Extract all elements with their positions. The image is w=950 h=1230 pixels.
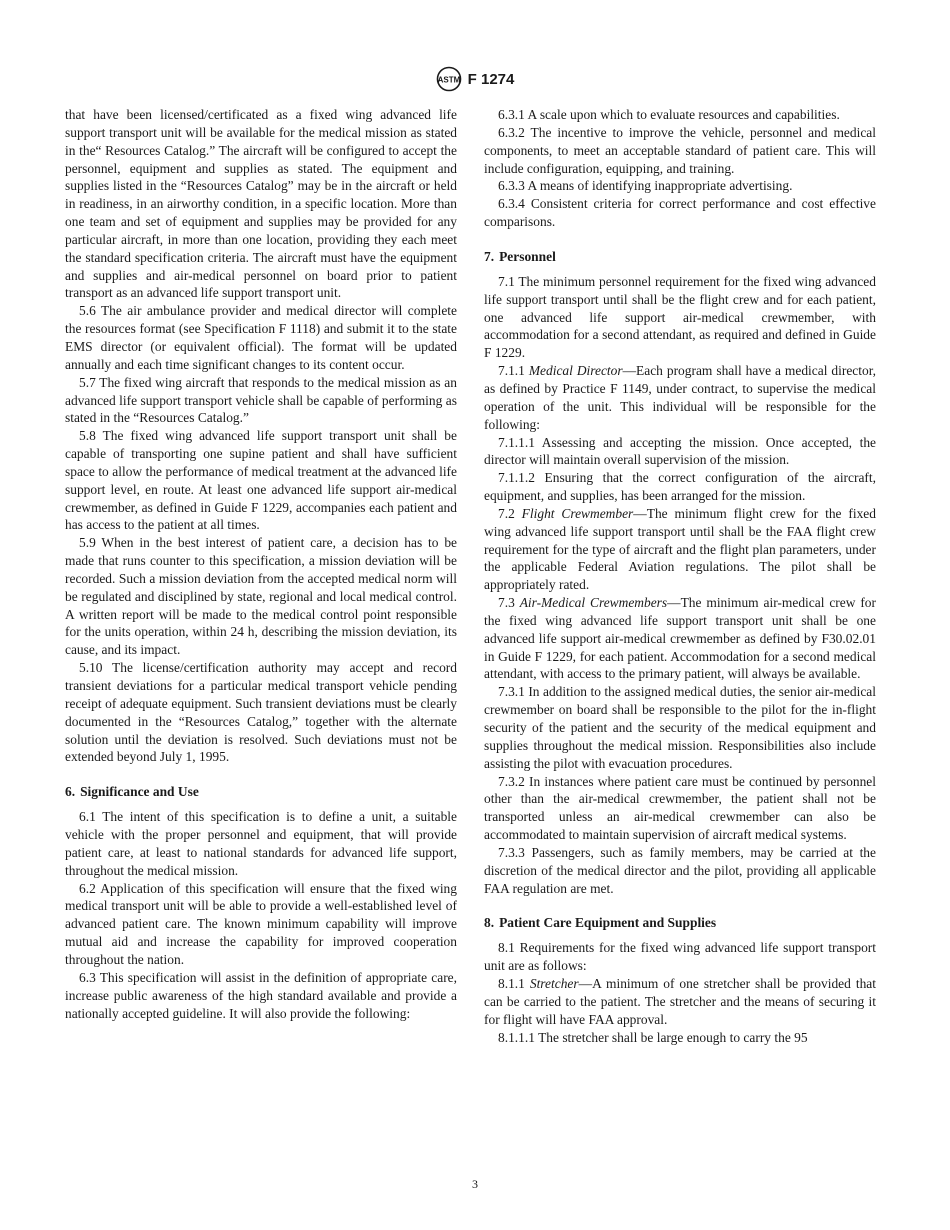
paragraph-5-8: 5.8 The fixed wing advanced life support transport unit shall be capable of transporting one supine patient and shall have sufficient space to allow the performance of medical treatment at the advanced life support level, en route. At least one advanced life support air-medical crewmember, as defined in Guide F 1229, accompanies each patient and has access to the patient at all times. (65, 428, 457, 533)
section-7-title: Personnel (499, 248, 556, 264)
paragraph-7-3-1: 7.3.1 In addition to the assigned medical duties, the senior air-medical crewmember on board shall be responsible to the pilot for the in-flight security of the patient and the security of the medical equipment and supplies throughout the medical mission. Responsibilities also include assisting the pilot with evacuation procedures. (484, 684, 876, 771)
paragraph-text: —The minimum air-medical crew for the fixed wing advanced life support transport unit shall be one advanced life support air-medical crewmember as defined by F30.02.01 in Guide F 1229, for each patient. Accommodation for a second medical attendant, with access to the primary patient, will always be available. (484, 595, 876, 682)
paragraph-number: 7.3 (498, 595, 515, 611)
page-header (0, 66, 950, 92)
paragraph-6-3-3: 6.3.3 A means of identifying inappropriate advertising. (498, 178, 793, 194)
paragraph-7-3-2: 7.3.2 In instances where patient care must be continued by personnel other than the air-medical crewmember, the patient shall not be transported unless an air-medical crewmember can also be accommodated to maintain supervision of aircraft medical systems. (484, 773, 876, 843)
page-number: 3 (472, 1177, 478, 1191)
paragraph-7-3-3: 7.3.3 Passengers, such as family members, may be carried at the discretion of the medical director and the pilot, providing all applicable FAA regulation are met. (484, 844, 876, 896)
defined-term: Flight Crewmember (521, 505, 634, 521)
paragraph-5-5-continued: that have been licensed/certificated as a fixed wing advanced life support transport unit will be available for the medical mission as stated in the“ Resources Catalog.” The aircraft will be configured to accept the personnel, equipment and supplies as stated. The equipment and supplies listed in the “Resources Catalog” may be in the aircraft or held in readiness, in an airworthy condition, in a specific location. More than one team and set of equipment and supplies may be provided for any particular aircraft, in more than one location, providing they each meet the standard specification criteria. The aircraft must have the equipment and supplies and air-medical personnel on board prior to patient transport as an advanced life support transport unit. (65, 107, 457, 301)
paragraph-6-2: 6.2 Application of this specification will ensure that the fixed wing medical transport unit will be able to provide a well-established level of advanced patient care. The known minimum capability will improve mutual aid and increase the capability for improved cooperation throughout the nation. (65, 880, 457, 967)
section-7-number: 7. (484, 248, 495, 264)
astm-logo-icon (436, 66, 462, 92)
paragraph-6-3: 6.3 This specification will assist in the definition of appropriate care, increase public awareness of the high standard available and provide a nationally accepted guideline. It will also provide the following: (65, 969, 457, 1021)
paragraph-6-1: 6.1 The intent of this specification is to define a unit, a suitable vehicle with the proper personnel and equipment, that will provide patient care, at least to national standards for advanced life support, throughout the medical mission. (65, 809, 457, 878)
paragraph-6-3-2: 6.3.2 The incentive to improve the vehicle, personnel and medical components, to meet an acceptable standard of patient care. This will include configuration, equipping, and training. (484, 124, 876, 176)
paragraph-7-2 (484, 505, 876, 594)
paragraph-7-1-1 (484, 362, 876, 433)
paragraph-5-10: 5.10 The license/certification authority may accept and record transient deviations for a particular medical transport vehicle pending receipt of adequate equipment. Such transient deviations must be clearly documented in the “Resources Catalog,” together with the alternate solution until the deviation is resolved. Such deviations must not be extended beyond July 1, 1995. (65, 660, 457, 765)
section-7-heading (484, 248, 876, 265)
section-6-title: Significance and Use (80, 784, 199, 800)
section-8-heading (484, 914, 876, 931)
section-6-number: 6. (65, 784, 76, 800)
paragraph-6-3-1: 6.3.1 A scale upon which to evaluate resources and capabilities. (498, 107, 840, 122)
defined-term: Stretcher (529, 976, 579, 992)
paragraph-7-3 (484, 594, 876, 683)
paragraph-5-6: 5.6 The air ambulance provider and medical director will complete the resources format (see Specification F 1118) and submit it to the state EMS director (or equivalent official). The format will be updated annually and each time significant changes to its content occur. (65, 303, 457, 372)
paragraph-7-1-1-1: 7.1.1.1 Assessing and accepting the mission. Once accepted, the director will maintain overall supervision of the mission. (484, 434, 876, 468)
left-column (65, 106, 457, 1022)
section-8-title: Patient Care Equipment and Supplies (499, 915, 717, 931)
svg-text:ASTM: ASTM (437, 75, 460, 85)
right-column (484, 106, 876, 1047)
paragraph-text: —Each program shall have a medical director, as defined by Practice F 1149, under contract, to supervise the medical operation of the unit. This individual will be responsible for the following: (484, 363, 876, 432)
paragraph-6-3-4: 6.3.4 Consistent criteria for correct performance and cost effective comparisons. (484, 196, 876, 230)
paragraph-7-1-1-2: 7.1.1.2 Ensuring that the correct configuration of the aircraft, equipment, and supplies, has been arranged for the mission. (484, 470, 876, 504)
defined-term: Medical Director (528, 363, 623, 379)
paragraph-number: 8.1.1 (498, 976, 525, 992)
paragraph-5-9: 5.9 When in the best interest of patient care, a decision has to be made that runs counter to this specification, a mission deviation will be recorded. Such a mission deviation from the accepted medical norm will be regulated and disciplined by state, regional and local medical control. A written report will be made to the medical control point responsible for the units operation, within 24 h, describing the mission deviation, its cause, and its impact. (65, 535, 457, 658)
paragraph-5-7: 5.7 The fixed wing aircraft that responds to the medical mission as an advanced life support transport vehicle shall be capable of performing as stated in the “Resources Catalog.” (65, 374, 457, 426)
paragraph-8-1: 8.1 Requirements for the fixed wing advanced life support transport unit are as follows: (484, 940, 876, 974)
defined-term: Air-Medical Crewmembers (519, 595, 668, 611)
section-6-heading (65, 783, 457, 800)
paragraph-text: —A minimum of one stretcher shall be provided that can be carried to the patient. The stretcher and the means of securing it for flight will have FAA approval. (484, 976, 876, 1027)
paragraph-8-1-1 (484, 975, 876, 1029)
standard-designation: F 1274 (467, 70, 515, 88)
section-8-number: 8. (484, 915, 495, 931)
paragraph-7-1: 7.1 The minimum personnel requirement for the fixed wing advanced life support transport until shall be the flight crew and for each patient, one advanced life support air-medical crewmember, with accommodation for a second attendant, as required and defined in Guide F 1229. (484, 273, 876, 361)
paragraph-number: 7.1.1 (498, 363, 525, 379)
paragraph-text: —The minimum flight crew for the fixed wing advanced life support transport until shall be the FAA flight crew requirement for the type of aircraft and the flight plan parameters, under the applicable Federal Aviation regulations. The pilot shall be appropriately rated. (484, 505, 876, 593)
paragraph-number: 7.2 (498, 505, 515, 521)
paragraph-8-1-1-1: 8.1.1.1 The stretcher shall be large enough to carry the 95 (498, 1029, 808, 1045)
